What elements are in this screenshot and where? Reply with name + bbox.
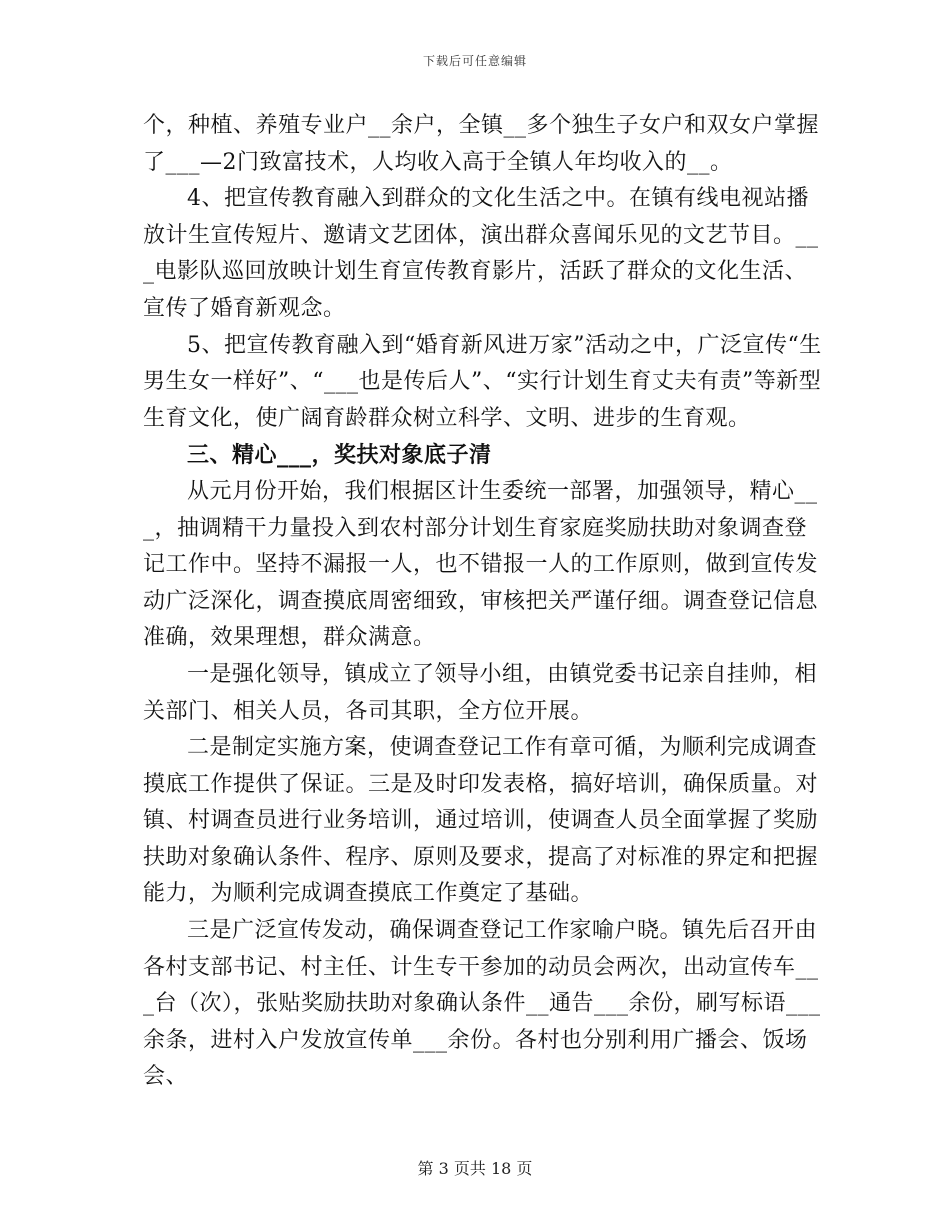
paragraph-intro: 从元月份开始，我们根据区计生委统一部署，加强领导，精心___，抽调精干力量投入到农村部分计划生育家庭奖励扶助对象调查登记工作中。坚持不漏报一人，也不错报一人的工作原则，做到宣传发动广泛深化，调查摸底周密细致，审核把关严谨仔细。调查登记信息准确，效果理想，群众满意。 bbox=[143, 478, 819, 651]
page-header: 下载后可任意编辑 bbox=[422, 54, 527, 68]
document-body bbox=[143, 108, 827, 1096]
paragraph-point-3: 三是广泛宣传发动，确保调查登记工作家喻户晓。镇先后召开由各村支部书记、村主任、计生专干参加的动员会两次，出动宣传车___台（次），张贴奖励扶助对象确认条件__通告___余份，刷写标语___余条，进村入户发放宣传单___余份。各村也分别利用广播会、饭场会、 bbox=[143, 918, 821, 1090]
paragraph-point-1: 一是强化领导，镇成立了领导小组，由镇党委书记亲自挂帅，相关部门、相关人员，各司其职，全方位开展。 bbox=[143, 661, 818, 724]
section-heading: 三、精心___，奖扶对象底子清 bbox=[187, 442, 492, 469]
paragraph-item-5: 5、把宣传教育融入到“婚育新风进万家”活动之中，广泛宣传“生男生女一样好”、“___也是传后人”、“实行计划生育丈夫有责”等新型生育文化，使广阔育龄群众树立科学、文明、进步的生育观。 bbox=[143, 332, 822, 431]
paragraph-item-4: 4、把宣传教育融入到群众的文化生活之中。在镇有线电视站播放计生宣传短片、邀请文艺团体，演出群众喜闻乐见的文艺节目。___电影队巡回放映计划生育宣传教育影片，活跃了群众的文化生活、宣传了婚育新观念。 bbox=[143, 186, 819, 321]
page-footer: 第 3 页共 18 页 bbox=[417, 1159, 533, 1178]
paragraph-point-2: 二是制定实施方案，使调查登记工作有章可循，为顺利完成调查摸底工作提供了保证。三是及时印发表格，搞好培训，确保质量。对镇、村调查员进行业务培训，通过培训，使调查人员全面掌握了奖励扶助对象确认条件、程序、原则及要求，提高了对标准的界定和把握能力，为顺利完成调查摸底工作奠定了基础。 bbox=[143, 735, 819, 907]
paragraph-continuation: 个，种植、养殖专业户__余户，全镇__多个独生子女户和双女户掌握了___—2门致富技术，人均收入高于全镇人年均收入的__。 bbox=[143, 113, 820, 175]
